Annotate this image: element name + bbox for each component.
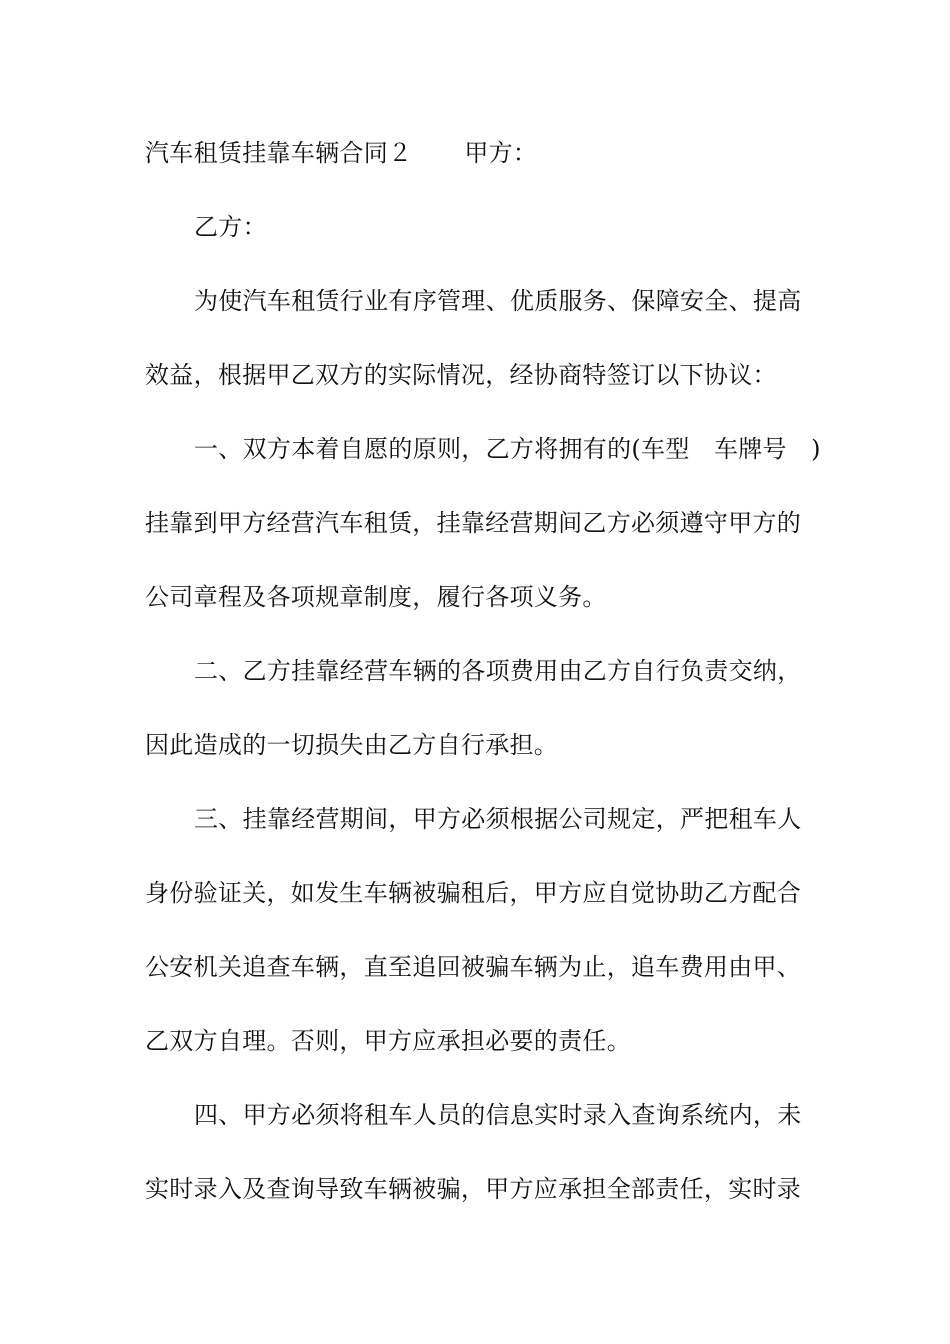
paragraph-line: 公司章程及各项规章制度，履行各项义务。 [145, 583, 607, 611]
title-line [145, 136, 805, 170]
paragraph-line: 公安机关追查车辆，直至追回被骗车辆为止，追车费用由甲、 [145, 953, 802, 981]
paragraph-line: 为使汽车租赁行业有序管理、优质服务、保障安全、提高 [194, 287, 802, 315]
party-a-label: 甲方： [464, 139, 538, 167]
paragraph-line: 四、甲方必须将租车人员的信息实时录入查询系统内，未 [194, 1101, 802, 1129]
paragraph-line: 身份验证关，如发生车辆被骗租后，甲方应自觉协助乙方配合 [145, 879, 802, 907]
paragraph-line: 因此造成的一切损失由乙方自行承担。 [145, 731, 559, 759]
party-b-label: 乙方： [194, 213, 267, 241]
document-title: 汽车租赁挂靠车辆合同２ [145, 139, 413, 167]
paragraph-line: 效益，根据甲乙双方的实际情况，经协商特签订以下协议： [145, 361, 777, 389]
paragraph-line: 挂靠到甲方经营汽车租赁，挂靠经营期间乙方必须遵守甲方的 [145, 509, 802, 537]
paragraph-line: 一、双方本着自愿的原则，乙方将拥有的(车型 车牌号 ) [194, 435, 821, 463]
paragraph-line: 三、挂靠经营期间，甲方必须根据公司规定，严把租车人 [194, 805, 802, 833]
paragraph-line: 乙双方自理。否则，甲方应承担必要的责任。 [145, 1027, 631, 1055]
paragraph-line: 二、乙方挂靠经营车辆的各项费用由乙方自行负责交纳， [194, 657, 802, 685]
paragraph-line: 实时录入及查询导致车辆被骗，甲方应承担全部责任，实时录 [145, 1175, 802, 1203]
